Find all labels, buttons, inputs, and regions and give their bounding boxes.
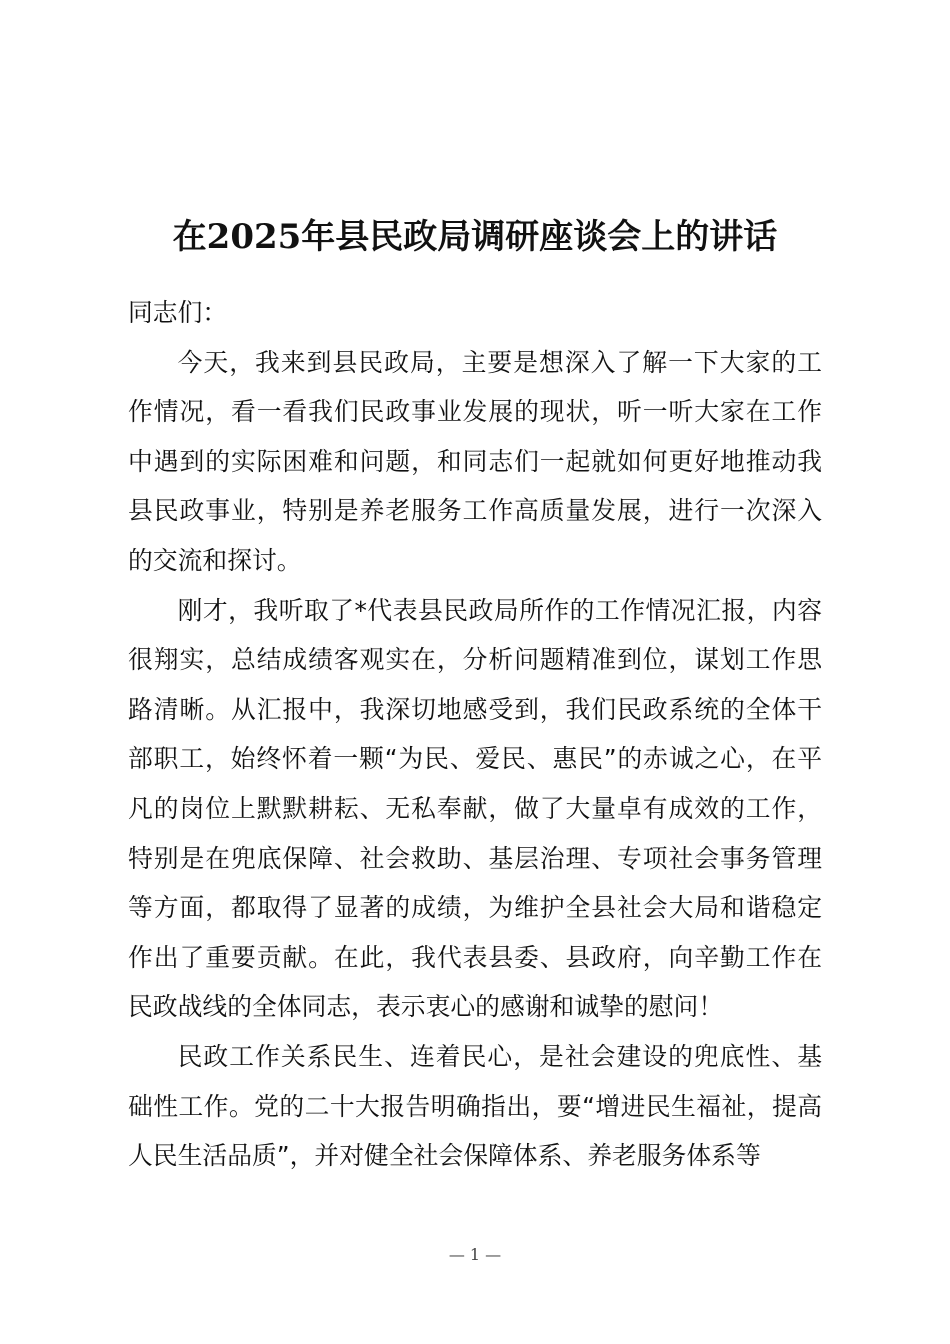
- paragraph: 今天，我来到县民政局，主要是想深入了解一下大家的工作情况，看一看我们民政事业发展的现状，听一听大家在工作中遇到的实际困难和问题，和同志们一起就如何更好地推动我县民政事业，特别是养老服务工作高质量发展，进行一次深入的交流和探讨。: [128, 347, 822, 575]
- page-number: — 1 —: [448, 1245, 502, 1264]
- salutation: 同志们：: [128, 298, 228, 327]
- paragraph: 民政工作关系民生、连着民心，是社会建设的兜底性、基础性工作。党的二十大报告明确指出，要“增进民生福祉，提高人民生活品质”，并对健全社会保障体系、养老服务体系等: [128, 1041, 822, 1171]
- paragraph: 刚才，我听取了*代表县民政局所作的工作情况汇报，内容很翔实，总结成绩客观实在，分析问题精准到位，谋划工作思路清晰。从汇报中，我深切地感受到，我们民政系统的全体干部职工，始终怀着一颗“为民、爱民、惠民”的赤诚之心，在平凡的岗位上默默耕耘、无私奉献，做了大量卓有成效的工作，特别是在兜底保障、社会救助、基层治理、专项社会事务管理等方面，都取得了显著的成绩，为维护全县社会大局和谐稳定作出了重要贡献。在此，我代表县委、县政府，向辛勤工作在民政战线的全体同志，表示衷心的感谢和诚挚的慰问！: [128, 595, 822, 1022]
- document-body: [128, 288, 822, 1181]
- document-title: 在2025年县民政局调研座谈会上的讲话: [172, 216, 778, 257]
